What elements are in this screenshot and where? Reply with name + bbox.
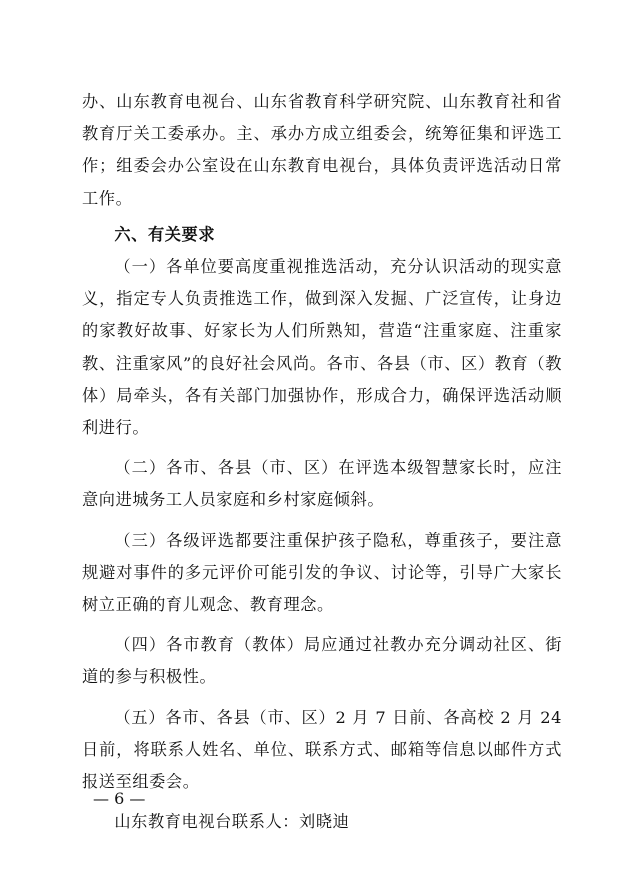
requirement-paragraph-3: （三）各级评选都要注重保护孩子隐私，尊重孩子，要注意规避对事件的多元评价可能引发的争议、讨论等，引导广大家长树立正确的育儿观念、教育理念。 bbox=[82, 530, 562, 615]
requirement-paragraph-5: （五）各市、各县（市、区）2 月 7 日前、各高校 2 月 24 日前，将联系人姓名、单位、联系方式、邮箱等信息以邮件方式报送至组委会。 bbox=[82, 707, 562, 792]
page-number: — 6 — bbox=[93, 789, 146, 808]
contact-line: 山东教育电视台联系人：刘晓迪 bbox=[114, 812, 350, 832]
section-heading-requirements: 六、有关要求 bbox=[114, 224, 216, 244]
requirement-paragraph-4: （四）各市教育（教体）局应通过社教办充分调动社区、街道的参与积极性。 bbox=[82, 635, 562, 687]
requirement-paragraph-2: （二）各市、各县（市、区）在评选本级智慧家长时，应注意向进城务工人员家庭和乡村家庭倾斜。 bbox=[82, 458, 562, 510]
continuation-paragraph: 办、山东教育电视台、山东省教育科学研究院、山东教育社和省教育厅关工委承办。主、承办方成立组委会，统筹征集和评选工作；组委会办公室设在山东教育电视台，具体负责评选活动日常工作。 bbox=[82, 92, 562, 208]
requirement-paragraph-1: （一）各单位要高度重视推选活动，充分认识活动的现实意义，指定专人负责推选工作，做到深入发掘、广泛宣传，让身边的家教好故事、好家长为人们所熟知，营造“注重家庭、注重家教、注重家风”的良好社会风尚。各市、各县（市、区）教育（教体）局牵头，各有关部门加强协作，形成合力，确保评选活动顺利进行。 bbox=[82, 257, 562, 438]
document-body bbox=[82, 86, 562, 838]
